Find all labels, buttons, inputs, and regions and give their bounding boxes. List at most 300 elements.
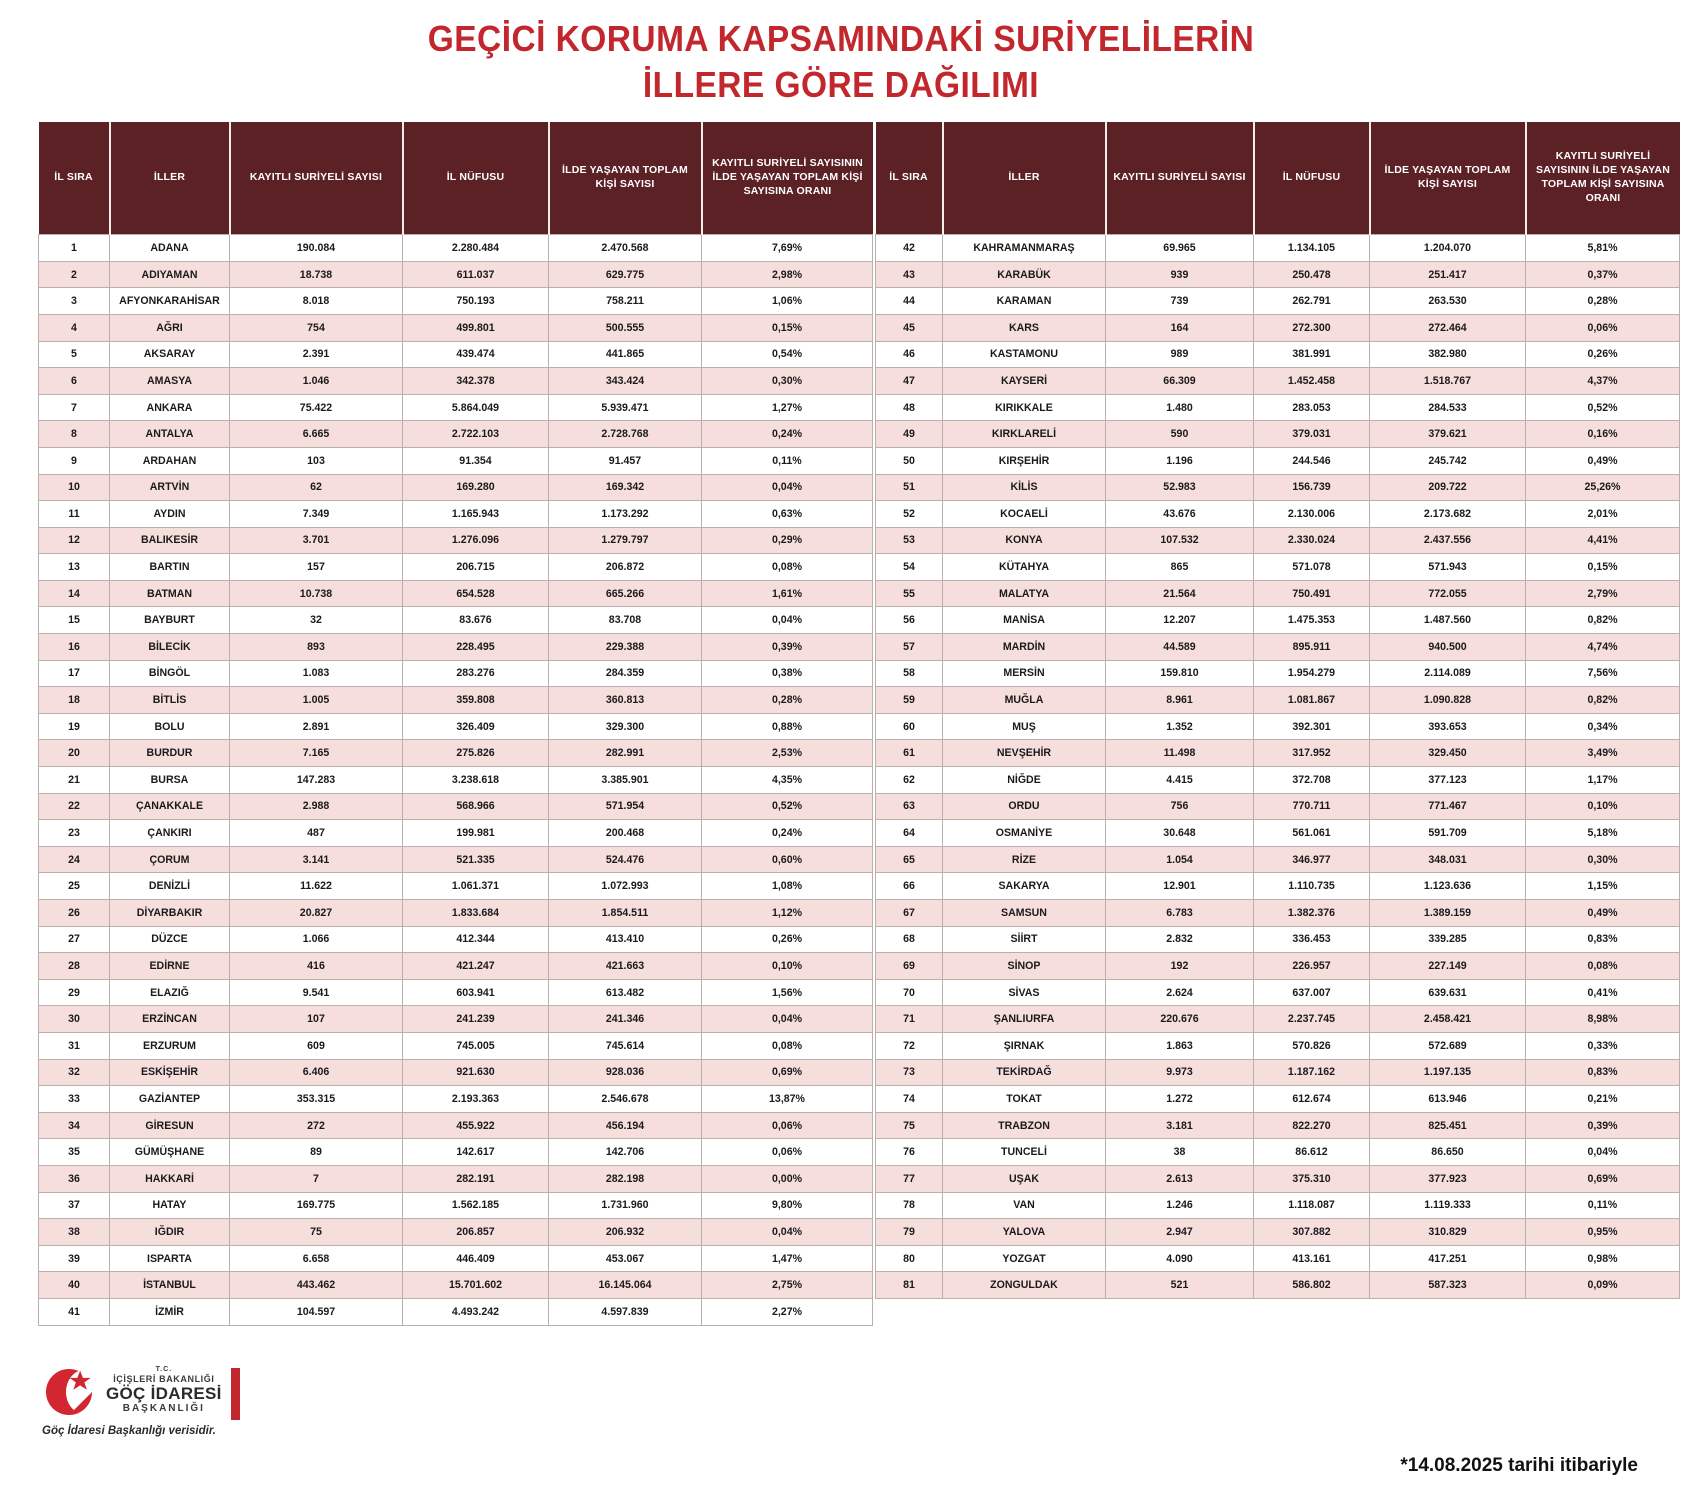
- cell-oran: 0,39%: [1526, 1112, 1680, 1139]
- cell-il-adi: BİLECİK: [110, 634, 230, 661]
- cell-il-sira: 54: [876, 554, 943, 581]
- cell-ilde-yasayan-toplam-kisi-sayisi: 639.631: [1370, 979, 1526, 1006]
- cell-kayitli-suriyeli-sayisi: 2.988: [230, 793, 403, 820]
- cell-oran: 3,49%: [1526, 740, 1680, 767]
- cell-il-adi: MUĞLA: [943, 687, 1106, 714]
- cell-ilde-yasayan-toplam-kisi-sayisi: 2.728.768: [549, 421, 702, 448]
- table-row: [876, 1245, 1680, 1272]
- cell-kayitli-suriyeli-sayisi: 1.480: [1106, 394, 1254, 421]
- cell-oran: 2,53%: [702, 740, 873, 767]
- cell-ilde-yasayan-toplam-kisi-sayisi: 284.359: [549, 660, 702, 687]
- cell-il-adi: TRABZON: [943, 1112, 1106, 1139]
- cell-il-sira: 22: [39, 793, 110, 820]
- cell-il-sira: 50: [876, 447, 943, 474]
- cell-ilde-yasayan-toplam-kisi-sayisi: 227.149: [1370, 953, 1526, 980]
- cell-oran: 0,88%: [702, 713, 873, 740]
- cell-kayitli-suriyeli-sayisi: 43.676: [1106, 501, 1254, 528]
- cell-il-sira: 5: [39, 341, 110, 368]
- cell-kayitli-suriyeli-sayisi: 6.406: [230, 1059, 403, 1086]
- cell-kayitli-suriyeli-sayisi: 1.352: [1106, 713, 1254, 740]
- table-row: [39, 501, 873, 528]
- cell-il-nufusu: 359.808: [403, 687, 549, 714]
- cell-kayitli-suriyeli-sayisi: 1.083: [230, 660, 403, 687]
- cell-il-nufusu: 169.280: [403, 474, 549, 501]
- cell-oran: 0,34%: [1526, 713, 1680, 740]
- cell-il-nufusu: 156.739: [1254, 474, 1370, 501]
- cell-il-sira: 51: [876, 474, 943, 501]
- cell-il-nufusu: 86.612: [1254, 1139, 1370, 1166]
- cell-il-adi: KONYA: [943, 527, 1106, 554]
- table-row: [39, 447, 873, 474]
- logo-slogan: Göç İdaresi Başkanlığı verisidir.: [42, 1425, 216, 1437]
- cell-il-sira: 55: [876, 580, 943, 607]
- cell-il-nufusu: 317.952: [1254, 740, 1370, 767]
- table-row: [876, 1032, 1680, 1059]
- table-row: [39, 527, 873, 554]
- cell-ilde-yasayan-toplam-kisi-sayisi: 1.854.511: [549, 900, 702, 927]
- cell-il-sira: 34: [39, 1112, 110, 1139]
- cell-ilde-yasayan-toplam-kisi-sayisi: 263.530: [1370, 288, 1526, 315]
- cell-il-sira: 59: [876, 687, 943, 714]
- table-row: [876, 873, 1680, 900]
- cell-oran: 2,01%: [1526, 501, 1680, 528]
- cell-oran: 13,87%: [702, 1086, 873, 1113]
- cell-kayitli-suriyeli-sayisi: 190.084: [230, 235, 403, 262]
- cell-il-nufusu: 770.711: [1254, 793, 1370, 820]
- cell-oran: 0,49%: [1526, 900, 1680, 927]
- table-row: [876, 554, 1680, 581]
- cell-ilde-yasayan-toplam-kisi-sayisi: 417.251: [1370, 1245, 1526, 1272]
- table-row: [876, 527, 1680, 554]
- cell-il-nufusu: 1.382.376: [1254, 900, 1370, 927]
- cell-il-sira: 16: [39, 634, 110, 661]
- cell-oran: 0,28%: [702, 687, 873, 714]
- cell-oran: 0,82%: [1526, 687, 1680, 714]
- cell-il-sira: 77: [876, 1165, 943, 1192]
- cell-ilde-yasayan-toplam-kisi-sayisi: 1.204.070: [1370, 235, 1526, 262]
- cell-kayitli-suriyeli-sayisi: 739: [1106, 288, 1254, 315]
- cell-oran: 0,04%: [702, 1006, 873, 1033]
- cell-il-sira: 68: [876, 926, 943, 953]
- cell-oran: 0,00%: [702, 1165, 873, 1192]
- header-oran-right: KAYITLI SURİYELİ SAYISININ İLDE YAŞAYAN TOPLAM KİŞİ SAYISINA ORANI: [1526, 122, 1680, 235]
- table-row: [39, 740, 873, 767]
- cell-il-adi: MARDİN: [943, 634, 1106, 661]
- cell-il-nufusu: 412.344: [403, 926, 549, 953]
- table-row: [39, 1112, 873, 1139]
- cell-il-nufusu: 521.335: [403, 846, 549, 873]
- cell-ilde-yasayan-toplam-kisi-sayisi: 928.036: [549, 1059, 702, 1086]
- cell-il-sira: 10: [39, 474, 110, 501]
- table-row: [876, 1192, 1680, 1219]
- tables-container: [0, 122, 1682, 1325]
- table-row: [39, 900, 873, 927]
- table-row: [39, 1059, 873, 1086]
- cell-kayitli-suriyeli-sayisi: 12.901: [1106, 873, 1254, 900]
- cell-il-adi: ZONGULDAK: [943, 1272, 1106, 1299]
- cell-il-adi: ÇANAKKALE: [110, 793, 230, 820]
- cell-ilde-yasayan-toplam-kisi-sayisi: 393.653: [1370, 713, 1526, 740]
- cell-il-nufusu: 2.280.484: [403, 235, 549, 262]
- page-title-line-2: İLLERE GÖRE DAĞILIMI: [642, 64, 1040, 106]
- cell-ilde-yasayan-toplam-kisi-sayisi: 453.067: [549, 1245, 702, 1272]
- cell-il-sira: 46: [876, 341, 943, 368]
- cell-oran: 8,98%: [1526, 1006, 1680, 1033]
- cell-oran: 0,69%: [702, 1059, 873, 1086]
- cell-il-nufusu: 2.237.745: [1254, 1006, 1370, 1033]
- cell-ilde-yasayan-toplam-kisi-sayisi: 241.346: [549, 1006, 702, 1033]
- left-table-head: [39, 122, 873, 235]
- cell-ilde-yasayan-toplam-kisi-sayisi: 1.518.767: [1370, 368, 1526, 395]
- cell-il-adi: KAYSERİ: [943, 368, 1106, 395]
- table-row: [876, 1112, 1680, 1139]
- table-row: [876, 288, 1680, 315]
- cell-oran: 0,15%: [702, 314, 873, 341]
- cell-il-adi: AĞRI: [110, 314, 230, 341]
- cell-empty: [943, 1298, 1106, 1324]
- cell-kayitli-suriyeli-sayisi: 52.983: [1106, 474, 1254, 501]
- cell-ilde-yasayan-toplam-kisi-sayisi: 413.410: [549, 926, 702, 953]
- cell-il-adi: KİLİS: [943, 474, 1106, 501]
- cell-il-sira: 81: [876, 1272, 943, 1299]
- cell-il-sira: 2: [39, 261, 110, 288]
- cell-oran: 0,83%: [1526, 1059, 1680, 1086]
- cell-il-sira: 70: [876, 979, 943, 1006]
- cell-il-sira: 25: [39, 873, 110, 900]
- cell-il-sira: 21: [39, 767, 110, 794]
- cell-ilde-yasayan-toplam-kisi-sayisi: 2.173.682: [1370, 501, 1526, 528]
- cell-kayitli-suriyeli-sayisi: 7.349: [230, 501, 403, 528]
- cell-il-adi: UŞAK: [943, 1165, 1106, 1192]
- cell-oran: 0,15%: [1526, 554, 1680, 581]
- cell-il-nufusu: 413.161: [1254, 1245, 1370, 1272]
- cell-il-sira: 33: [39, 1086, 110, 1113]
- cell-kayitli-suriyeli-sayisi: 939: [1106, 261, 1254, 288]
- header-iller: İLLER: [110, 122, 230, 235]
- cell-il-adi: GAZİANTEP: [110, 1086, 230, 1113]
- table-row: [39, 554, 873, 581]
- cell-il-nufusu: 381.991: [1254, 341, 1370, 368]
- table-row: [876, 1086, 1680, 1113]
- cell-ilde-yasayan-toplam-kisi-sayisi: 421.663: [549, 953, 702, 980]
- cell-il-adi: ADIYAMAN: [110, 261, 230, 288]
- cell-il-nufusu: 603.941: [403, 979, 549, 1006]
- institution-logo: [40, 1363, 240, 1421]
- cell-ilde-yasayan-toplam-kisi-sayisi: 456.194: [549, 1112, 702, 1139]
- cell-kayitli-suriyeli-sayisi: 2.947: [1106, 1219, 1254, 1246]
- cell-il-sira: 14: [39, 580, 110, 607]
- cell-il-adi: İZMİR: [110, 1298, 230, 1325]
- cell-il-sira: 28: [39, 953, 110, 980]
- cell-il-sira: 49: [876, 421, 943, 448]
- cell-oran: 9,80%: [702, 1192, 873, 1219]
- cell-kayitli-suriyeli-sayisi: 32: [230, 607, 403, 634]
- cell-ilde-yasayan-toplam-kisi-sayisi: 940.500: [1370, 634, 1526, 661]
- cell-il-adi: SAKARYA: [943, 873, 1106, 900]
- table-row: [876, 235, 1680, 262]
- cell-il-nufusu: 745.005: [403, 1032, 549, 1059]
- cell-il-sira: 80: [876, 1245, 943, 1272]
- table-row: [876, 394, 1680, 421]
- cell-il-sira: 47: [876, 368, 943, 395]
- cell-ilde-yasayan-toplam-kisi-sayisi: 206.932: [549, 1219, 702, 1246]
- cell-oran: 0,49%: [1526, 447, 1680, 474]
- cell-ilde-yasayan-toplam-kisi-sayisi: 377.123: [1370, 767, 1526, 794]
- cell-il-adi: ERZİNCAN: [110, 1006, 230, 1033]
- cell-il-sira: 39: [39, 1245, 110, 1272]
- cell-il-nufusu: 561.061: [1254, 820, 1370, 847]
- table-row: [876, 261, 1680, 288]
- cell-oran: 4,35%: [702, 767, 873, 794]
- cell-ilde-yasayan-toplam-kisi-sayisi: 591.709: [1370, 820, 1526, 847]
- cell-ilde-yasayan-toplam-kisi-sayisi: 1.389.159: [1370, 900, 1526, 927]
- cell-il-nufusu: 15.701.602: [403, 1272, 549, 1299]
- cell-oran: 0,30%: [702, 368, 873, 395]
- cell-kayitli-suriyeli-sayisi: 10.738: [230, 580, 403, 607]
- cell-il-adi: GİRESUN: [110, 1112, 230, 1139]
- cell-il-adi: KASTAMONU: [943, 341, 1106, 368]
- cell-ilde-yasayan-toplam-kisi-sayisi: 209.722: [1370, 474, 1526, 501]
- cell-oran: 0,63%: [702, 501, 873, 528]
- cell-kayitli-suriyeli-sayisi: 521: [1106, 1272, 1254, 1299]
- cell-oran: 0,11%: [1526, 1192, 1680, 1219]
- logo-sub: BAŞKANLIĞI: [122, 1402, 205, 1414]
- cell-il-adi: YOZGAT: [943, 1245, 1106, 1272]
- cell-kayitli-suriyeli-sayisi: 18.738: [230, 261, 403, 288]
- cell-il-sira: 60: [876, 713, 943, 740]
- cell-ilde-yasayan-toplam-kisi-sayisi: 2.437.556: [1370, 527, 1526, 554]
- table-row: [39, 1032, 873, 1059]
- cell-oran: 0,26%: [1526, 341, 1680, 368]
- cell-il-adi: ŞANLIURFA: [943, 1006, 1106, 1033]
- cell-ilde-yasayan-toplam-kisi-sayisi: 571.943: [1370, 554, 1526, 581]
- cell-oran: 2,75%: [702, 1272, 873, 1299]
- cell-ilde-yasayan-toplam-kisi-sayisi: 1.090.828: [1370, 687, 1526, 714]
- cell-il-sira: 58: [876, 660, 943, 687]
- cell-il-adi: ARTVİN: [110, 474, 230, 501]
- cell-kayitli-suriyeli-sayisi: 3.141: [230, 846, 403, 873]
- cell-il-nufusu: 1.276.096: [403, 527, 549, 554]
- cell-ilde-yasayan-toplam-kisi-sayisi: 379.621: [1370, 421, 1526, 448]
- cell-ilde-yasayan-toplam-kisi-sayisi: 282.991: [549, 740, 702, 767]
- table-row: [876, 1165, 1680, 1192]
- cell-kayitli-suriyeli-sayisi: 1.005: [230, 687, 403, 714]
- cell-kayitli-suriyeli-sayisi: 192: [1106, 953, 1254, 980]
- cell-ilde-yasayan-toplam-kisi-sayisi: 83.708: [549, 607, 702, 634]
- date-note: *14.08.2025 tarihi itibariyle: [1400, 1455, 1638, 1476]
- cell-ilde-yasayan-toplam-kisi-sayisi: 571.954: [549, 793, 702, 820]
- cell-kayitli-suriyeli-sayisi: 6.665: [230, 421, 403, 448]
- table-row: [39, 1272, 873, 1299]
- cell-kayitli-suriyeli-sayisi: 4.415: [1106, 767, 1254, 794]
- cell-il-adi: İSTANBUL: [110, 1272, 230, 1299]
- table-row: [876, 979, 1680, 1006]
- cell-il-sira: 71: [876, 1006, 943, 1033]
- cell-empty: [1370, 1298, 1526, 1324]
- cell-il-sira: 18: [39, 687, 110, 714]
- cell-kayitli-suriyeli-sayisi: 1.246: [1106, 1192, 1254, 1219]
- cell-il-sira: 76: [876, 1139, 943, 1166]
- cell-il-adi: BOLU: [110, 713, 230, 740]
- cell-kayitli-suriyeli-sayisi: 107.532: [1106, 527, 1254, 554]
- table-row: [39, 474, 873, 501]
- cell-kayitli-suriyeli-sayisi: 443.462: [230, 1272, 403, 1299]
- cell-il-nufusu: 2.193.363: [403, 1086, 549, 1113]
- cell-oran: 7,69%: [702, 235, 873, 262]
- cell-il-sira: 8: [39, 421, 110, 448]
- cell-ilde-yasayan-toplam-kisi-sayisi: 329.450: [1370, 740, 1526, 767]
- cell-ilde-yasayan-toplam-kisi-sayisi: 200.468: [549, 820, 702, 847]
- cell-il-sira: 35: [39, 1139, 110, 1166]
- cell-oran: 2,27%: [702, 1298, 873, 1325]
- cell-il-adi: ÇANKIRI: [110, 820, 230, 847]
- cell-il-sira: 1: [39, 235, 110, 262]
- cell-ilde-yasayan-toplam-kisi-sayisi: 758.211: [549, 288, 702, 315]
- cell-kayitli-suriyeli-sayisi: 62: [230, 474, 403, 501]
- cell-il-adi: SİİRT: [943, 926, 1106, 953]
- cell-il-adi: HAKKARİ: [110, 1165, 230, 1192]
- cell-il-adi: BURDUR: [110, 740, 230, 767]
- cell-il-sira: 42: [876, 235, 943, 262]
- header-kayitli-suriyeli-sayisi: KAYITLI SURİYELİ SAYISI: [230, 122, 403, 235]
- cell-ilde-yasayan-toplam-kisi-sayisi: 206.872: [549, 554, 702, 581]
- cell-kayitli-suriyeli-sayisi: 75.422: [230, 394, 403, 421]
- table-row: [876, 421, 1680, 448]
- cell-il-adi: ADANA: [110, 235, 230, 262]
- cell-il-adi: TUNCELİ: [943, 1139, 1106, 1166]
- table-row: [876, 501, 1680, 528]
- cell-oran: 0,41%: [1526, 979, 1680, 1006]
- cell-il-adi: KOCAELİ: [943, 501, 1106, 528]
- logo-text-block: [106, 1363, 222, 1414]
- cell-il-sira: 52: [876, 501, 943, 528]
- cell-il-adi: MERSİN: [943, 660, 1106, 687]
- table-row: [39, 341, 873, 368]
- cell-il-adi: SİNOP: [943, 953, 1106, 980]
- cell-il-adi: VAN: [943, 1192, 1106, 1219]
- crescent-star-icon: [40, 1363, 102, 1421]
- cell-il-sira: 74: [876, 1086, 943, 1113]
- cell-oran: 0,54%: [702, 341, 873, 368]
- cell-ilde-yasayan-toplam-kisi-sayisi: 665.266: [549, 580, 702, 607]
- cell-il-adi: ESKİŞEHİR: [110, 1059, 230, 1086]
- table-row: [876, 634, 1680, 661]
- cell-oran: 1,08%: [702, 873, 873, 900]
- cell-oran: 0,06%: [702, 1139, 873, 1166]
- cell-oran: 1,17%: [1526, 767, 1680, 794]
- cell-kayitli-suriyeli-sayisi: 11.498: [1106, 740, 1254, 767]
- cell-il-adi: SİVAS: [943, 979, 1106, 1006]
- table-row: [39, 1006, 873, 1033]
- right-distribution-table: [875, 122, 1680, 1324]
- cell-il-nufusu: 1.061.371: [403, 873, 549, 900]
- cell-il-adi: DÜZCE: [110, 926, 230, 953]
- cell-kayitli-suriyeli-sayisi: 353.315: [230, 1086, 403, 1113]
- cell-oran: 5,81%: [1526, 235, 1680, 262]
- cell-ilde-yasayan-toplam-kisi-sayisi: 1.731.960: [549, 1192, 702, 1219]
- cell-il-adi: BALIKESİR: [110, 527, 230, 554]
- cell-kayitli-suriyeli-sayisi: 44.589: [1106, 634, 1254, 661]
- table-row: [39, 979, 873, 1006]
- cell-il-sira: 6: [39, 368, 110, 395]
- cell-oran: 25,26%: [1526, 474, 1680, 501]
- cell-oran: 0,06%: [1526, 314, 1680, 341]
- cell-oran: 0,60%: [702, 846, 873, 873]
- cell-oran: 0,52%: [1526, 394, 1680, 421]
- cell-ilde-yasayan-toplam-kisi-sayisi: 360.813: [549, 687, 702, 714]
- cell-kayitli-suriyeli-sayisi: 272: [230, 1112, 403, 1139]
- cell-il-sira: 26: [39, 900, 110, 927]
- cell-kayitli-suriyeli-sayisi: 2.613: [1106, 1165, 1254, 1192]
- cell-il-adi: KARAMAN: [943, 288, 1106, 315]
- cell-il-nufusu: 272.300: [1254, 314, 1370, 341]
- table-row: [876, 687, 1680, 714]
- cell-il-adi: KARABÜK: [943, 261, 1106, 288]
- cell-kayitli-suriyeli-sayisi: 1.046: [230, 368, 403, 395]
- cell-oran: 1,61%: [702, 580, 873, 607]
- cell-ilde-yasayan-toplam-kisi-sayisi: 500.555: [549, 314, 702, 341]
- cell-il-sira: 27: [39, 926, 110, 953]
- cell-ilde-yasayan-toplam-kisi-sayisi: 310.829: [1370, 1219, 1526, 1246]
- cell-il-sira: 20: [39, 740, 110, 767]
- cell-kayitli-suriyeli-sayisi: 3.181: [1106, 1112, 1254, 1139]
- cell-il-sira: 66: [876, 873, 943, 900]
- cell-oran: 0,82%: [1526, 607, 1680, 634]
- cell-ilde-yasayan-toplam-kisi-sayisi: 142.706: [549, 1139, 702, 1166]
- cell-il-sira: 61: [876, 740, 943, 767]
- table-row: [876, 1059, 1680, 1086]
- cell-il-sira: 36: [39, 1165, 110, 1192]
- cell-il-adi: YALOVA: [943, 1219, 1106, 1246]
- cell-il-sira: 57: [876, 634, 943, 661]
- cell-ilde-yasayan-toplam-kisi-sayisi: 2.470.568: [549, 235, 702, 262]
- left-distribution-table: [38, 122, 873, 1325]
- cell-il-sira: 72: [876, 1032, 943, 1059]
- cell-il-nufusu: 446.409: [403, 1245, 549, 1272]
- cell-il-adi: RİZE: [943, 846, 1106, 873]
- cell-il-nufusu: 1.954.279: [1254, 660, 1370, 687]
- cell-ilde-yasayan-toplam-kisi-sayisi: 272.464: [1370, 314, 1526, 341]
- cell-il-nufusu: 392.301: [1254, 713, 1370, 740]
- cell-oran: 0,21%: [1526, 1086, 1680, 1113]
- cell-oran: 0,09%: [1526, 1272, 1680, 1299]
- cell-il-sira: 62: [876, 767, 943, 794]
- cell-il-adi: KÜTAHYA: [943, 554, 1106, 581]
- cell-kayitli-suriyeli-sayisi: 157: [230, 554, 403, 581]
- cell-il-adi: HATAY: [110, 1192, 230, 1219]
- cell-il-nufusu: 5.864.049: [403, 394, 549, 421]
- table-row: [39, 1298, 873, 1325]
- cell-il-nufusu: 226.957: [1254, 953, 1370, 980]
- cell-il-nufusu: 1.187.162: [1254, 1059, 1370, 1086]
- table-row: [39, 421, 873, 448]
- cell-ilde-yasayan-toplam-kisi-sayisi: 587.323: [1370, 1272, 1526, 1299]
- cell-il-sira: 69: [876, 953, 943, 980]
- cell-empty: [1106, 1298, 1254, 1324]
- cell-il-adi: ERZURUM: [110, 1032, 230, 1059]
- table-row: [39, 607, 873, 634]
- header-ilde-yasayan-toplam-kisi-sayisi-right: İLDE YAŞAYAN TOPLAM KİŞİ SAYISI: [1370, 122, 1526, 235]
- cell-il-adi: ARDAHAN: [110, 447, 230, 474]
- cell-il-nufusu: 1.562.185: [403, 1192, 549, 1219]
- cell-il-sira: 65: [876, 846, 943, 873]
- cell-oran: 0,33%: [1526, 1032, 1680, 1059]
- cell-il-sira: 13: [39, 554, 110, 581]
- cell-il-nufusu: 921.630: [403, 1059, 549, 1086]
- cell-il-nufusu: 241.239: [403, 1006, 549, 1033]
- cell-oran: 0,04%: [702, 1219, 873, 1246]
- table-row: [39, 926, 873, 953]
